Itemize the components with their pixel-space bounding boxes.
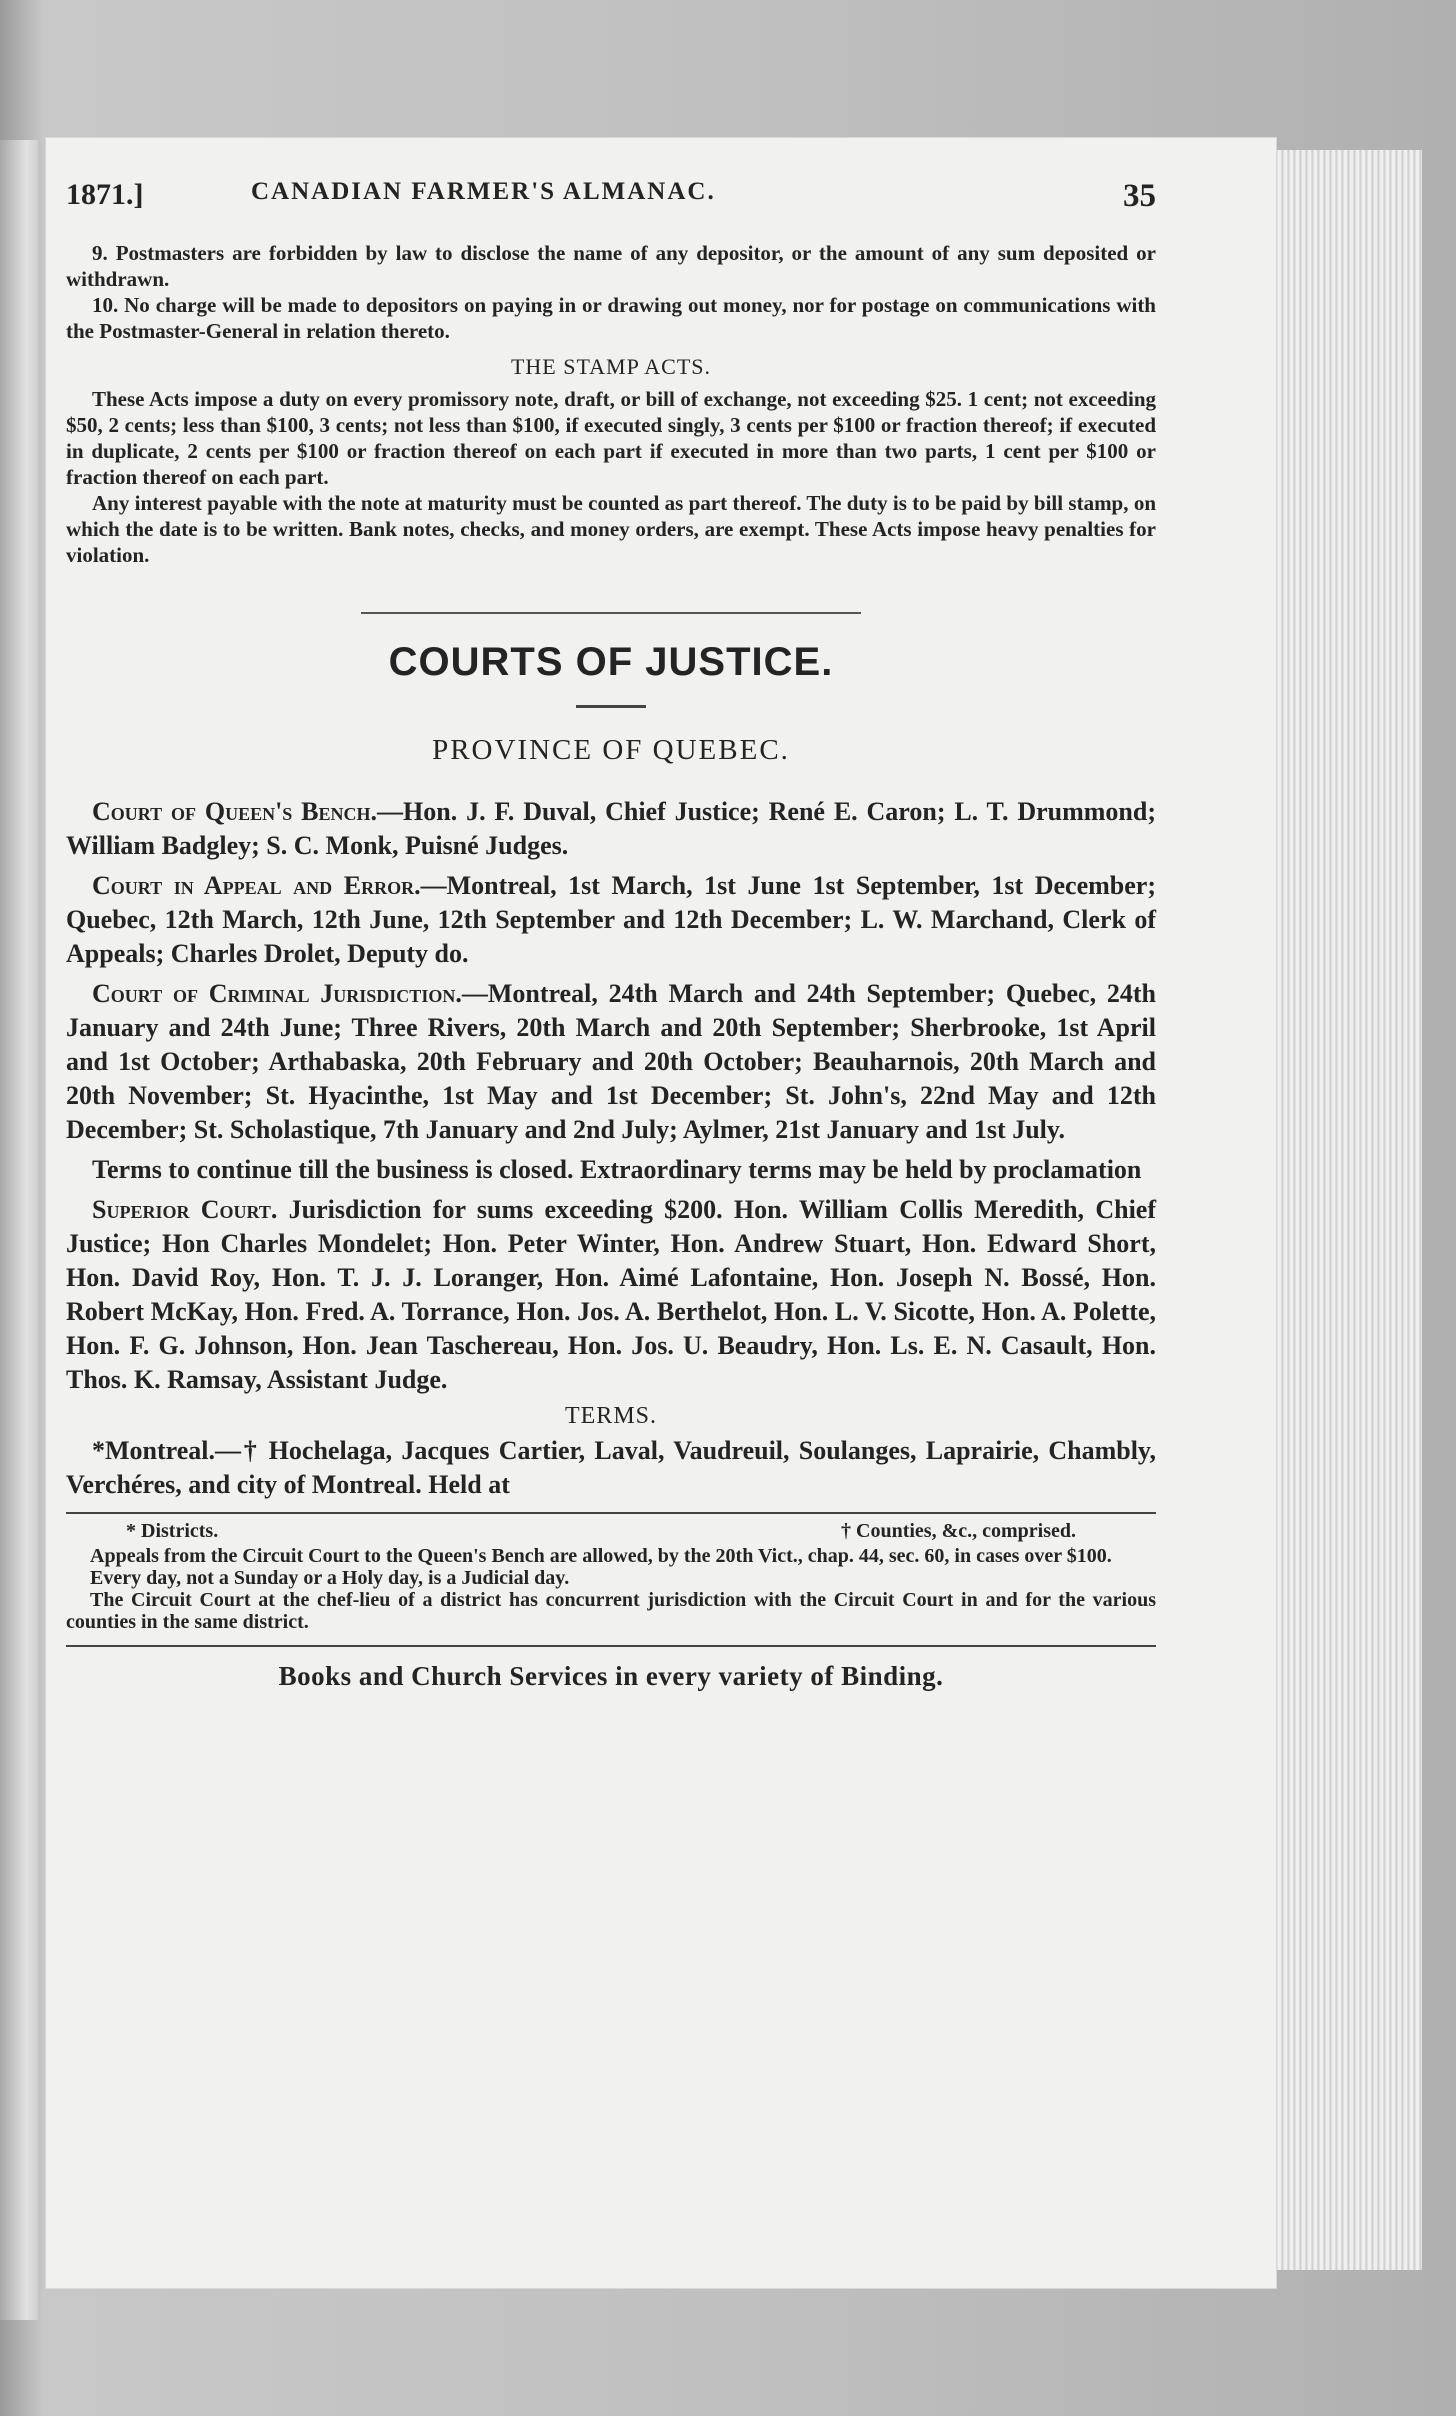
header-year: 1871.] bbox=[66, 178, 144, 211]
court-entry-appeal bbox=[66, 869, 1156, 971]
header-page-number: 35 bbox=[1123, 178, 1156, 214]
footnote-districts: * Districts. bbox=[126, 1520, 219, 1542]
court-entry-superior bbox=[66, 1193, 1156, 1397]
short-divider bbox=[576, 705, 646, 708]
footer-banner: Books and Church Services in every variety of Binding. bbox=[278, 1661, 944, 1691]
courts-heading: COURTS OF JUSTICE. bbox=[388, 640, 834, 684]
almanac-page bbox=[46, 138, 1276, 2288]
court-label: Superior Court. bbox=[92, 1195, 278, 1224]
footnote-divider bbox=[66, 1512, 1156, 1514]
court-label: Court of Criminal Jurisdiction. bbox=[92, 979, 462, 1008]
book-page-edges bbox=[1270, 150, 1422, 2270]
postal-note: 10. No charge will be made to depositors on paying in or drawing out money, nor for postage on communications with the Postmaster-General in relation thereto. bbox=[66, 293, 1156, 343]
province-heading: PROVINCE OF QUEBEC. bbox=[432, 734, 790, 766]
court-text: Jurisdiction for sums exceeding $200. Hon. William Collis Meredith, Chief Justice; Hon Charles Mondelet; Hon. Peter Winter, Hon. Andrew Stuart, Hon. Edward Short, Hon. David Roy, Hon. T. J. J. Loranger, Hon. Aimé Lafontaine, Hon. Joseph N. Bossé, Hon. Robert McKay, Hon. Fred. A. Torrance, Hon. Jos. A. Berthelot, Hon. L. V. Sicotte, Hon. A. Polette, Hon. F. G. Johnson, Hon. Jean Taschereau, Hon. Jos. U. Beaudry, Hon. Ls. E. N. Casault, Hon. Thos. K. Ramsay, Assistant Judge. bbox=[66, 1195, 1156, 1394]
terms-text: *Montreal.—† Hochelaga, Jacques Cartier, Laval, Vaudreuil, Soulanges, Laprairie, Chambly, Verchéres, and city of Montreal. Held at bbox=[66, 1436, 1156, 1499]
section-divider bbox=[361, 612, 861, 614]
court-label: Court of Queen's Bench. bbox=[92, 797, 378, 826]
court-label: Court in Appeal and Error. bbox=[92, 871, 421, 900]
stamp-acts-heading: THE STAMP ACTS. bbox=[510, 354, 712, 379]
stamp-acts-paragraph: Any interest payable with the note at maturity must be counted as part thereof. The duty is to be paid by bill stamp, on which the date is to be written. Bank notes, checks, and money orders, are exempt. These Acts impose heavy penalties for violation. bbox=[66, 491, 1156, 567]
footnote: Every day, not a Sunday or a Holy day, is a Judicial day. bbox=[90, 1567, 570, 1589]
page-body bbox=[66, 178, 1156, 1692]
footnote: Appeals from the Circuit Court to the Queen's Bench are allowed, by the 20th Vict., chap. 44, sec. 60, in cases over $100. bbox=[90, 1545, 1112, 1567]
banner-divider bbox=[66, 1645, 1156, 1647]
court-entry-terms-note bbox=[66, 1153, 1156, 1187]
court-text: —Hon. J. F. Duval, Chief Justice; René E. Caron; L. T. Drummond; William Badgley; S. C. Monk, Puisné Judges. bbox=[66, 797, 1156, 860]
previous-page-edge bbox=[0, 140, 38, 2320]
running-head bbox=[66, 178, 1156, 240]
court-entry-queens-bench bbox=[66, 795, 1156, 863]
footnote-markers bbox=[66, 1520, 1156, 1543]
court-text: —Montreal, 24th March and 24th September; Quebec, 24th January and 24th June; Three Rivers, 20th March and 20th September; Sherbrooke, 1st April and 1st October; Arthabaska, 20th February and 20th October; Beauharnois, 20th March and 20th November; St. Hyacinthe, 1st May and 1st December; St. John's, 22nd May and 12th December; St. Scholastique, 7th January and 2nd July; Aylmer, 21st January and 1st July. bbox=[66, 979, 1157, 1144]
footnote-counties: † Counties, &c., comprised. bbox=[841, 1520, 1076, 1542]
stamp-acts-paragraph: These Acts impose a duty on every promissory note, draft, or bill of exchange, not exceeding $25. 1 cent; not exceeding $50, 2 cents; less than $100, 3 cents; not less than $100, if executed singly, 3 cents per $100 or fraction thereof; if executed in duplicate, 2 cents per $100 or fraction thereof on each part if executed in more than two parts, 1 cent per $100 or fraction thereof on each part. bbox=[66, 387, 1156, 489]
court-text: —Montreal, 1st March, 1st June 1st September, 1st December; Quebec, 12th March, 12th June, 12th September and 12th December; L. W. Marchand, Clerk of Appeals; Charles Drolet, Deputy do. bbox=[66, 871, 1156, 968]
court-text: Terms to continue till the business is closed. Extraordinary terms may be held by proclamation bbox=[92, 1155, 1142, 1184]
terms-heading: TERMS. bbox=[564, 1403, 657, 1429]
header-title: CANADIAN FARMER'S ALMANAC. bbox=[251, 178, 716, 205]
footnote: The Circuit Court at the chef-lieu of a district has concurrent jurisdiction with the Circuit Court in and for the various counties in the same district. bbox=[66, 1589, 1156, 1633]
court-entry-criminal bbox=[66, 977, 1156, 1147]
postal-note: 9. Postmasters are forbidden by law to disclose the name of any depositor, or the amount of any sum deposited or withdrawn. bbox=[66, 241, 1156, 291]
